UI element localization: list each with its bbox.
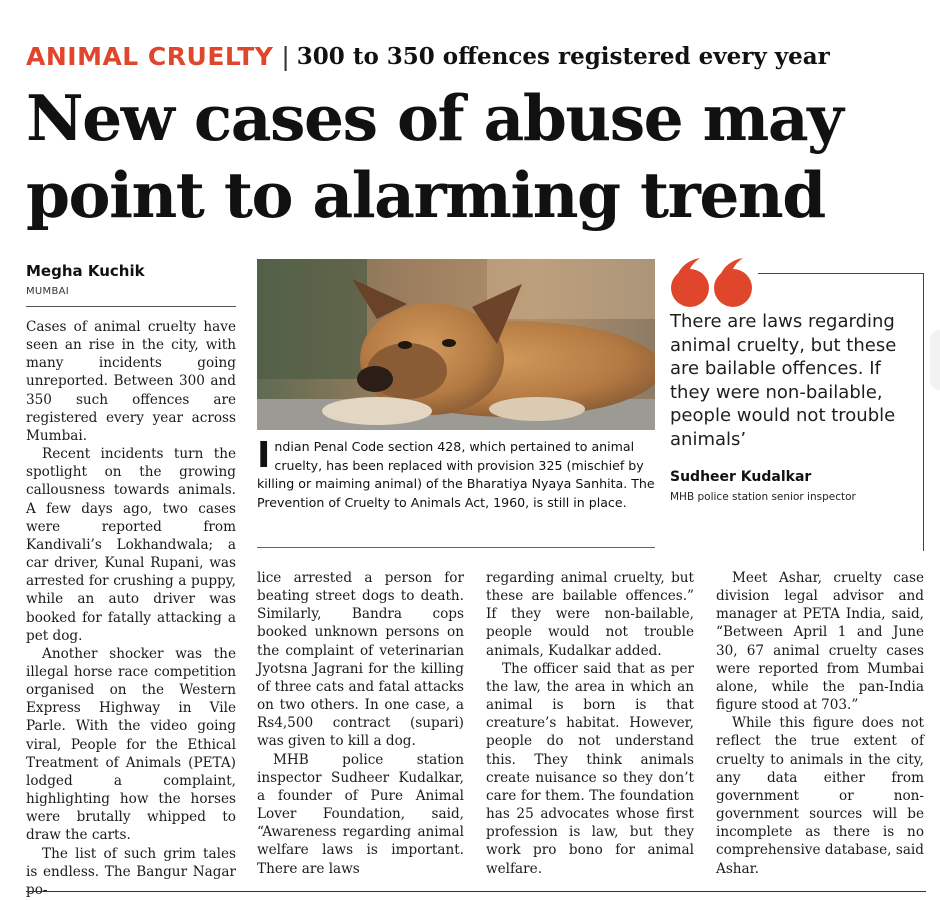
page-scroll-edge	[930, 330, 940, 390]
body-paragraph: Cases of animal cruelty have seen an rise in the city, with many incidents going unreported. Between 300 and 350 such offences are registered every year across Mumbai.	[26, 319, 236, 444]
headline	[26, 80, 926, 234]
headline-line-2: point to alarming trend	[26, 158, 825, 232]
body-paragraph: lice arrested a person for beating street dogs to death. Similarly, Bandra cops booked unknown persons on the complaint of veterinarian Jyotsna Jagrani for the killing of three cats and fatal attacks on two others. In one case, a Rs4,500 contract (supari) was given to kill a dog.	[257, 570, 464, 750]
quote-text: There are laws regarding animal cruelty, but these are bailable offences. If they were non-bailable, people would not trouble animals’	[670, 311, 897, 450]
article-column-1	[26, 318, 236, 899]
article-column-2	[257, 569, 464, 878]
body-paragraph: regarding animal cruelty, but these are bailable offences.” If they were non-bailable, people would not trouble animals, Kudalkar added.	[486, 570, 694, 659]
body-paragraph: Another shocker was the illegal horse race competition organised on the Western Express Highway in Vile Parle. With the video going viral, People for the Ethical Treatment of Animals (PETA) lodged a complaint, highlighting how the horses were brutally whipped to draw the carts.	[26, 645, 236, 844]
quote-frame-right	[923, 273, 924, 551]
headline-line-1: New cases of abuse may	[26, 81, 843, 155]
caption-drop-cap: I	[257, 435, 271, 476]
quote-marks-icon	[670, 258, 910, 308]
photo-caption	[257, 435, 657, 512]
byline	[26, 262, 145, 297]
body-paragraph: While this figure does not reflect the true extent of cruelty to animals in the city, any data either from government or non-government sources will be incomplete as there is no comprehensive database, said Ashar.	[716, 715, 924, 877]
kicker-category: ANIMAL CRUELTY	[26, 41, 274, 71]
body-paragraph: MHB police station inspector Sudheer Kudalkar, a founder of Pure Animal Lover Foundation, said, “Awareness regarding animal welfare laws is important. There are laws	[257, 751, 464, 877]
article-column-3	[486, 569, 694, 878]
caption-divider	[257, 547, 655, 548]
dateline-location: MUMBAI	[26, 286, 70, 297]
pull-quote	[670, 258, 910, 503]
kicker-separator: |	[281, 41, 290, 71]
page-bottom-rule	[26, 891, 926, 892]
body-paragraph: The list of such grim tales is endless. The Bangur Nagar po-	[26, 845, 236, 898]
article-column-4	[716, 569, 924, 878]
body-paragraph: Meet Ashar, cruelty case division legal advisor and manager at PETA India, said, “Between April 1 and June 30, 67 animal cruelty cases were reported from Mumbai alone, while the pan-India figure stood at 703.”	[716, 570, 924, 714]
quote-attribution-name: Sudheer Kudalkar	[670, 469, 812, 485]
section-kicker	[26, 36, 830, 76]
byline-divider	[26, 306, 236, 307]
body-paragraph: Recent incidents turn the spotlight on the growing callousness towards animals. A few days ago, two cases were reported from Kandivali’s Lokhandwala; a car driver, Kunal Rupani, was arrested for crushing a puppy, while an auto driver was booked for fatally attacking a pet dog.	[26, 446, 236, 644]
dog-photo	[257, 259, 655, 430]
body-paragraph: The officer said that as per the law, the area in which an animal is born is that creature’s habitat. However, people do not understand this. They think animals create nuisance so they don’t care for them. The foundation has 25 advocates whose first profession is law, but they work pro bono for animal welfare.	[486, 660, 694, 877]
quote-attribution-role: MHB police station senior inspector	[670, 491, 856, 503]
caption-text: ndian Penal Code section 428, which pertained to animal cruelty, has been replaced with provision 325 (mischief by killing or maiming animal) of the Bharatiya Nyaya Sanhita. The Prevention of Cruelty to Animals Act, 1960, is still in place.	[257, 439, 655, 510]
kicker-subtitle: 300 to 350 offences registered every year	[296, 42, 830, 70]
dog-photo-icon	[257, 259, 655, 430]
author-name: Megha Kuchik	[26, 262, 145, 280]
